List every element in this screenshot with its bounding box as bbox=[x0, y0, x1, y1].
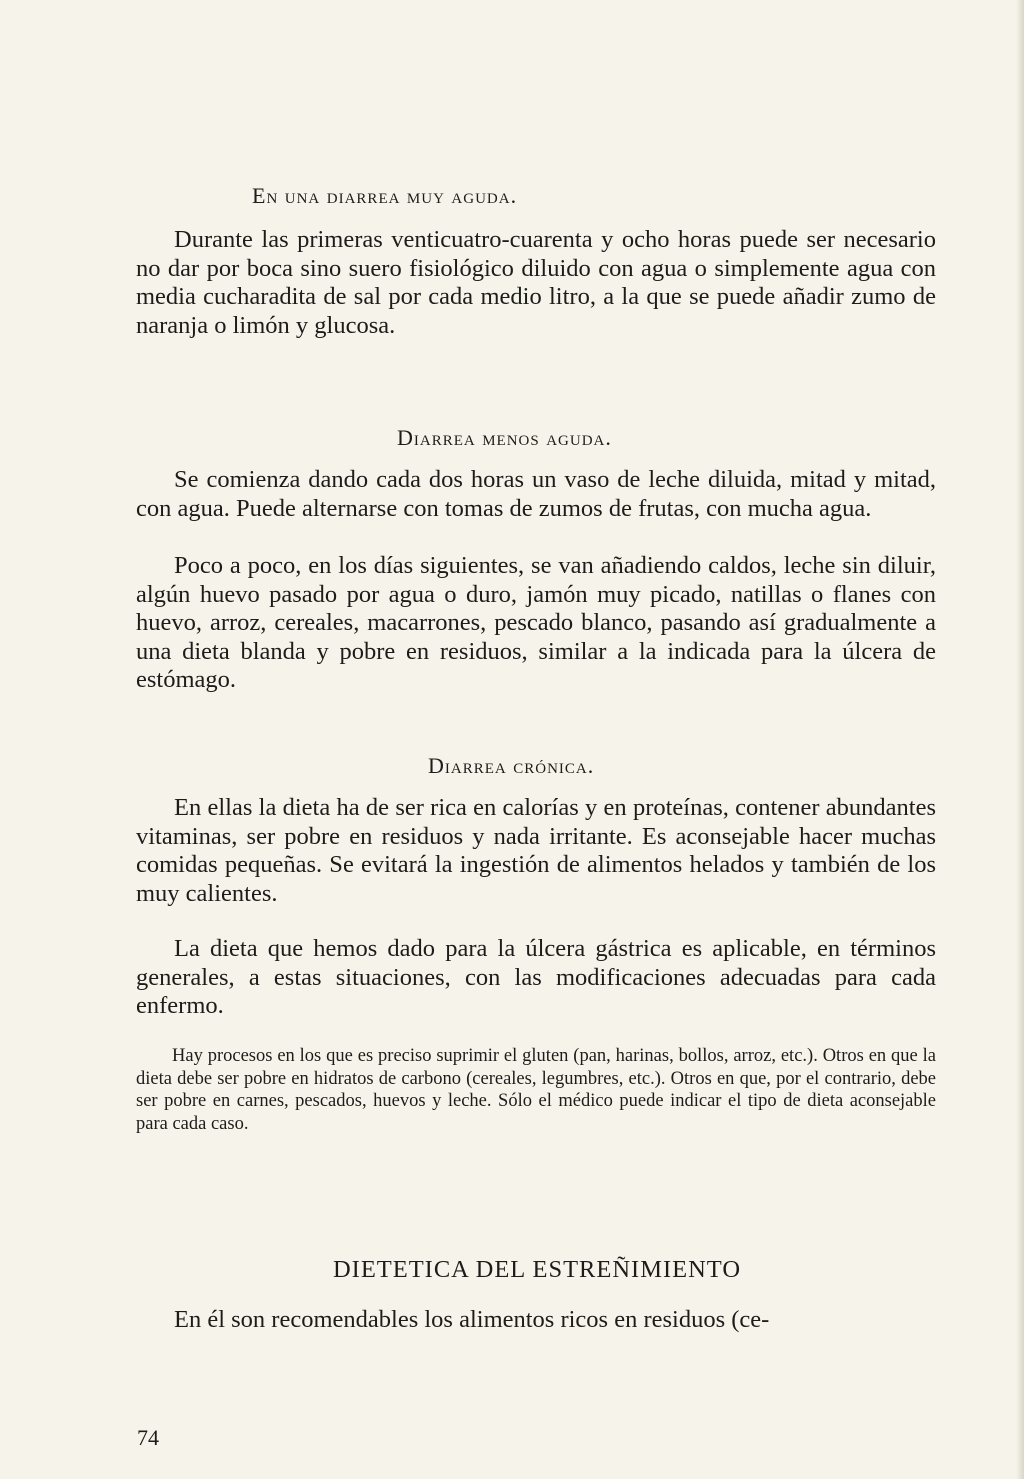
page-edge-shadow bbox=[1016, 0, 1024, 1479]
section-heading-less-acute-diarrhea: Diarrea menos aguda. bbox=[397, 425, 612, 450]
paragraph-acute-diarrhea: Durante las primeras venticuatro-cuarenta y ocho horas puede ser necesario no dar por boca sino suero fisiológico diluido con agua o simplemente agua con media cucharadita de sal por cada medio litro, a la que se puede añadir zumo de naranja o limón y glucosa. bbox=[136, 226, 936, 339]
section-heading-acute-diarrhea: En una diarrea muy aguda. bbox=[252, 183, 518, 208]
paragraph-chronic-diarrhea-1: En ellas la dieta ha de ser rica en calorías y en proteínas, contener abundantes vitaminas, ser pobre en residuos y nada irritante. Es aconsejable hacer muchas comidas pequeñas. Se evitará la ingestión de alimentos helados y también de los muy calientes. bbox=[136, 794, 936, 907]
section-heading-chronic-diarrhea: Diarrea crónica. bbox=[428, 753, 595, 778]
chapter-first-line: En él son recomendables los alimentos ricos en residuos (ce- bbox=[174, 1306, 770, 1333]
small-print-note: Hay procesos en los que es preciso suprimir el gluten (pan, harinas, bollos, arroz, etc.). Otros en que la dieta debe ser pobre en hidratos de carbono (cereales, legumbres, etc.). Otros en que, por el contrario, debe ser pobre en carnes, pescados, huevos y leche. Sólo el médico puede indicar el tipo de dieta aconsejable para cada caso. bbox=[136, 1046, 936, 1134]
paragraph-less-acute-diarrhea-2: Poco a poco, en los días siguientes, se van añadiendo caldos, leche sin diluir, algún huevo pasado por agua o duro, jamón muy picado, natillas o flanes con huevo, arroz, cereales, macarrones, pescado blanco, pasando así gradualmente a una dieta blanda y pobre en residuos, similar a la indicada para la úlcera de estómago. bbox=[136, 552, 936, 693]
chapter-title: DIETETICA DEL ESTREÑIMIENTO bbox=[332, 1256, 742, 1283]
page-number: 74 bbox=[137, 1425, 159, 1450]
paragraph-less-acute-diarrhea-1: Se comienza dando cada dos horas un vaso de leche diluida, mitad y mitad, con agua. Puede alternarse con tomas de zumos de frutas, con mucha agua. bbox=[136, 466, 936, 522]
paragraph-chronic-diarrhea-2: La dieta que hemos dado para la úlcera gástrica es aplicable, en términos generales, a estas situaciones, con las modificaciones adecuadas para cada enfermo. bbox=[136, 935, 936, 1019]
